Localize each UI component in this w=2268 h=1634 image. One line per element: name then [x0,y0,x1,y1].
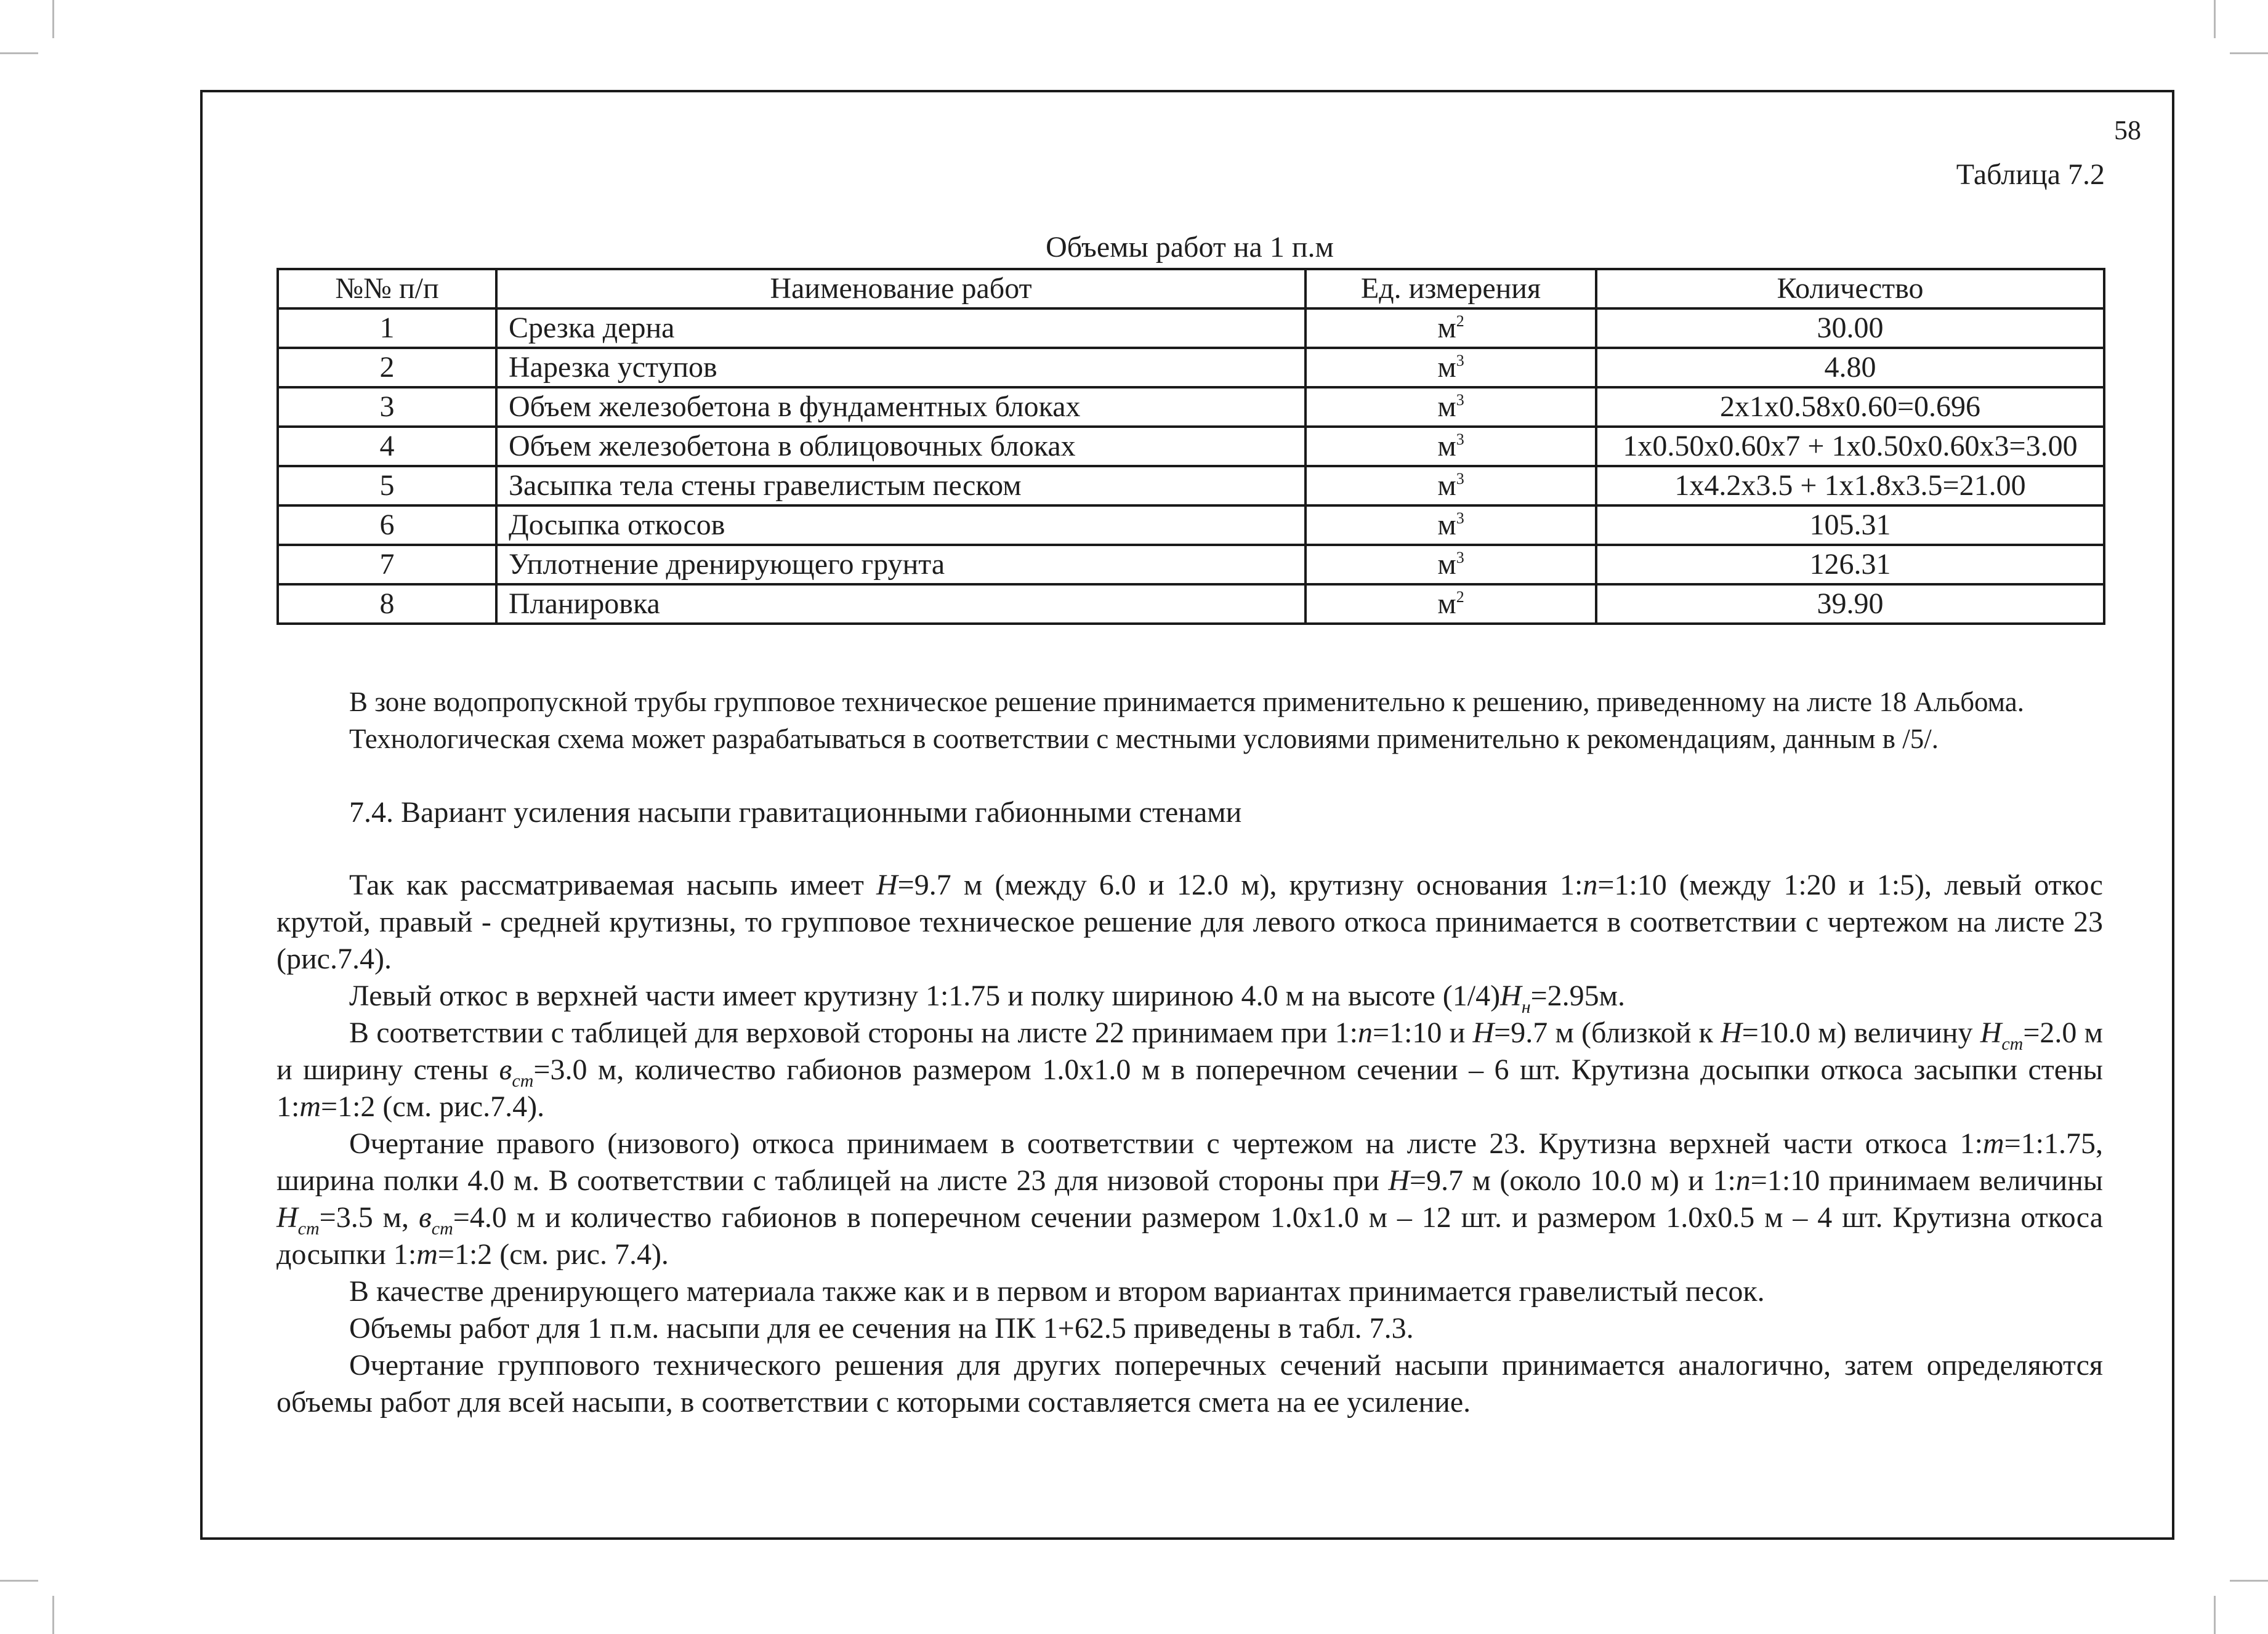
section-title: 7.4. Вариант усиления насыпи гравитационными габионными стенами [349,796,1242,829]
row-unit [1306,584,1596,624]
subscript: ст [2001,1034,2024,1054]
variable: m [299,1090,321,1123]
variable: n [1735,1164,1751,1197]
subscript: н [1521,997,1531,1017]
text-run: =3.5 м, [319,1201,419,1234]
text-run: =9.7 м (между 6.0 и 12.0 м), крутизну основания 1: [897,869,1583,901]
unit-text: м [1437,548,1456,581]
unit-text: м [1437,390,1456,423]
unit-power: 2 [1456,312,1464,330]
row-work-name: Досыпка откосов [496,505,1306,545]
row-unit [1306,427,1596,466]
text-run: =1:2 (см. рис.7.4). [321,1090,545,1123]
paragraph: В зоне водопропускной трубы групповое техническое решение принимается применительно к решению, приведенному на листе 18 Альбома. [349,686,2025,717]
text-run: =1:10 (между 1:20 и 1:5), левый откос крутой, правый - средней крутизны, то групповое техническое решение для левого откоса принимается в соответствии с чертежом на листе 23 (рис.7.4). [276,869,2103,975]
paragraph [276,1125,2103,1273]
row-unit [1306,308,1596,348]
row-number: 6 [278,505,496,545]
row-quantity: 39.90 [1596,584,2104,624]
variable: m [1982,1127,2004,1160]
unit-power: 3 [1456,391,1464,409]
crop-mark [2214,0,2216,38]
paragraph [276,867,2103,978]
row-work-name: Срезка дерна [496,308,1306,348]
unit-power: 3 [1456,549,1464,566]
variable: в [499,1053,512,1086]
text-run: =1:10 и [1373,1016,1473,1049]
variable: в [418,1201,432,1234]
crop-mark [0,52,38,54]
variable: H [1980,1016,2002,1049]
unit-text: м [1437,351,1456,384]
row-number: 7 [278,545,496,584]
crop-mark [2214,1596,2216,1634]
text-run: Очертание правого (низового) откоса принимаем в соответствии с чертежом на листе 23. Крутизна верхней части откоса 1: [349,1127,1983,1160]
text-run: =1:10 принимаем величины [1750,1164,2104,1197]
row-quantity: 30.00 [1596,308,2104,348]
variable: n [1583,869,1598,901]
variable: n [1358,1016,1373,1049]
row-number: 3 [278,387,496,427]
text-run: =1:2 (см. рис. 7.4). [437,1238,669,1271]
unit-text: м [1437,469,1456,502]
text-run: =1:1.75, ширина полки 4.0 м. В соответствии с таблицей на листе 23 для низовой стороны при [276,1127,2103,1197]
row-unit [1306,466,1596,505]
row-work-name: Объем железобетона в фундаментных блоках [496,387,1306,427]
row-quantity: 1x4.2x3.5 + 1x1.8x3.5=21.00 [1596,466,2104,505]
paragraph [276,978,2103,1015]
variable: H [876,869,898,901]
text-run: =9.7 м (близкой к [1494,1016,1721,1049]
row-work-name: Объем железобетона в облицовочных блоках [496,427,1306,466]
row-work-name: Нарезка уступов [496,348,1306,387]
crop-mark [2230,52,2268,54]
paragraph: Технологическая схема может разрабатываться в соответствии с местными условиями применительно к рекомендациям, данным в /5/. [349,723,1939,754]
row-number: 8 [278,584,496,624]
variable: H [1500,980,1522,1012]
table-row [278,427,2104,466]
section-block [276,794,2103,831]
row-unit [1306,545,1596,584]
notes-block [276,683,2103,757]
crop-mark [0,1580,38,1582]
body-text [276,867,2103,1421]
table-label: Таблица 7.2 [1956,158,2105,191]
row-unit [1306,387,1596,427]
unit-power: 3 [1456,509,1464,527]
paragraph: В качестве дренирующего материала также как и в первом и втором вариантах принимается гравелистый песок. [349,1275,1765,1308]
table-header-row [278,269,2104,308]
row-unit [1306,505,1596,545]
variable: H [1472,1016,1495,1049]
unit-text: м [1437,509,1456,541]
table-row [278,505,2104,545]
table-row [278,348,2104,387]
row-unit [1306,348,1596,387]
row-quantity: 126.31 [1596,545,2104,584]
crop-mark [52,0,54,38]
row-quantity: 105.31 [1596,505,2104,545]
header-number: №№ п/п [278,269,496,308]
text-run: Так как рассматриваемая насыпь имеет [349,869,876,901]
unit-text: м [1437,312,1456,344]
header-work-name: Наименование работ [496,269,1306,308]
subscript: ст [431,1218,453,1239]
header-unit: Ед. измерения [1306,269,1596,308]
paragraph: Объемы работ для 1 п.м. насыпи для ее сечения на ПК 1+62.5 приведены в табл. 7.3. [349,1312,1414,1345]
unit-power: 3 [1456,430,1464,448]
page-number: 58 [2114,115,2141,145]
row-quantity: 2x1x0.58x0.60=0.696 [1596,387,2104,427]
text-run: =4.0 м и количество габионов в поперечном сечении размером 1.0х1.0 м – 12 шт. и размером 1.0х0.5 м – 4 шт. Крутизна откоса досыпки 1: [276,1201,2103,1271]
row-quantity: 1x0.50x0.60x7 + 1x0.50x0.60x3=3.00 [1596,427,2104,466]
paragraph [276,1015,2103,1125]
table-row [278,466,2104,505]
unit-text: м [1437,587,1456,620]
variable: m [416,1238,438,1271]
table-row [278,387,2104,427]
text-run: =10.0 м) величину [1741,1016,1980,1049]
row-work-name: Уплотнение дренирующего грунта [496,545,1306,584]
subscript: ст [297,1218,320,1239]
row-quantity: 4.80 [1596,348,2104,387]
table-caption: Объемы работ на 1 п.м [1046,231,1334,264]
text-run: =2.0 м и ширину стены [276,1016,2103,1086]
works-table [276,268,2105,625]
paragraph: Очертание группового технического решения для других поперечных сечений насыпи принимается аналогично, затем определяются объемы работ для всей насыпи, в соответствии с которыми составляется смета на ее усиление. [276,1349,2103,1419]
table-row [278,308,2104,348]
table-row [278,584,2104,624]
row-work-name: Засыпка тела стены гравелистым песком [496,466,1306,505]
text-run: =2.95м. [1530,980,1626,1012]
row-work-name: Планировка [496,584,1306,624]
variable: H [1388,1164,1410,1197]
unit-power: 3 [1456,470,1464,488]
row-number: 1 [278,308,496,348]
text-run: =3.0 м, количество габионов размером 1.0х1.0 м в поперечном сечении – 6 шт. Крутизна досыпки откоса засыпки стены 1: [276,1053,2104,1123]
table-row [278,545,2104,584]
variable: H [1721,1016,1742,1049]
subscript: ст [512,1071,534,1091]
text-run: =9.7 м (около 10.0 м) и 1: [1410,1164,1736,1197]
unit-text: м [1437,430,1456,462]
text-run: В соответствии с таблицей для верховой стороны на листе 22 принимаем при 1: [349,1016,1358,1049]
crop-mark [2230,1580,2268,1582]
row-number: 2 [278,348,496,387]
row-number: 5 [278,466,496,505]
unit-power: 2 [1456,588,1464,606]
text-run: Левый откос в верхней части имеет крутизну 1:1.75 и полку шириною 4.0 м на высоте (1/4) [349,980,1501,1012]
crop-mark [52,1596,54,1634]
row-number: 4 [278,427,496,466]
variable: H [276,1201,298,1234]
header-quantity: Количество [1596,269,2104,308]
unit-power: 3 [1456,352,1464,369]
